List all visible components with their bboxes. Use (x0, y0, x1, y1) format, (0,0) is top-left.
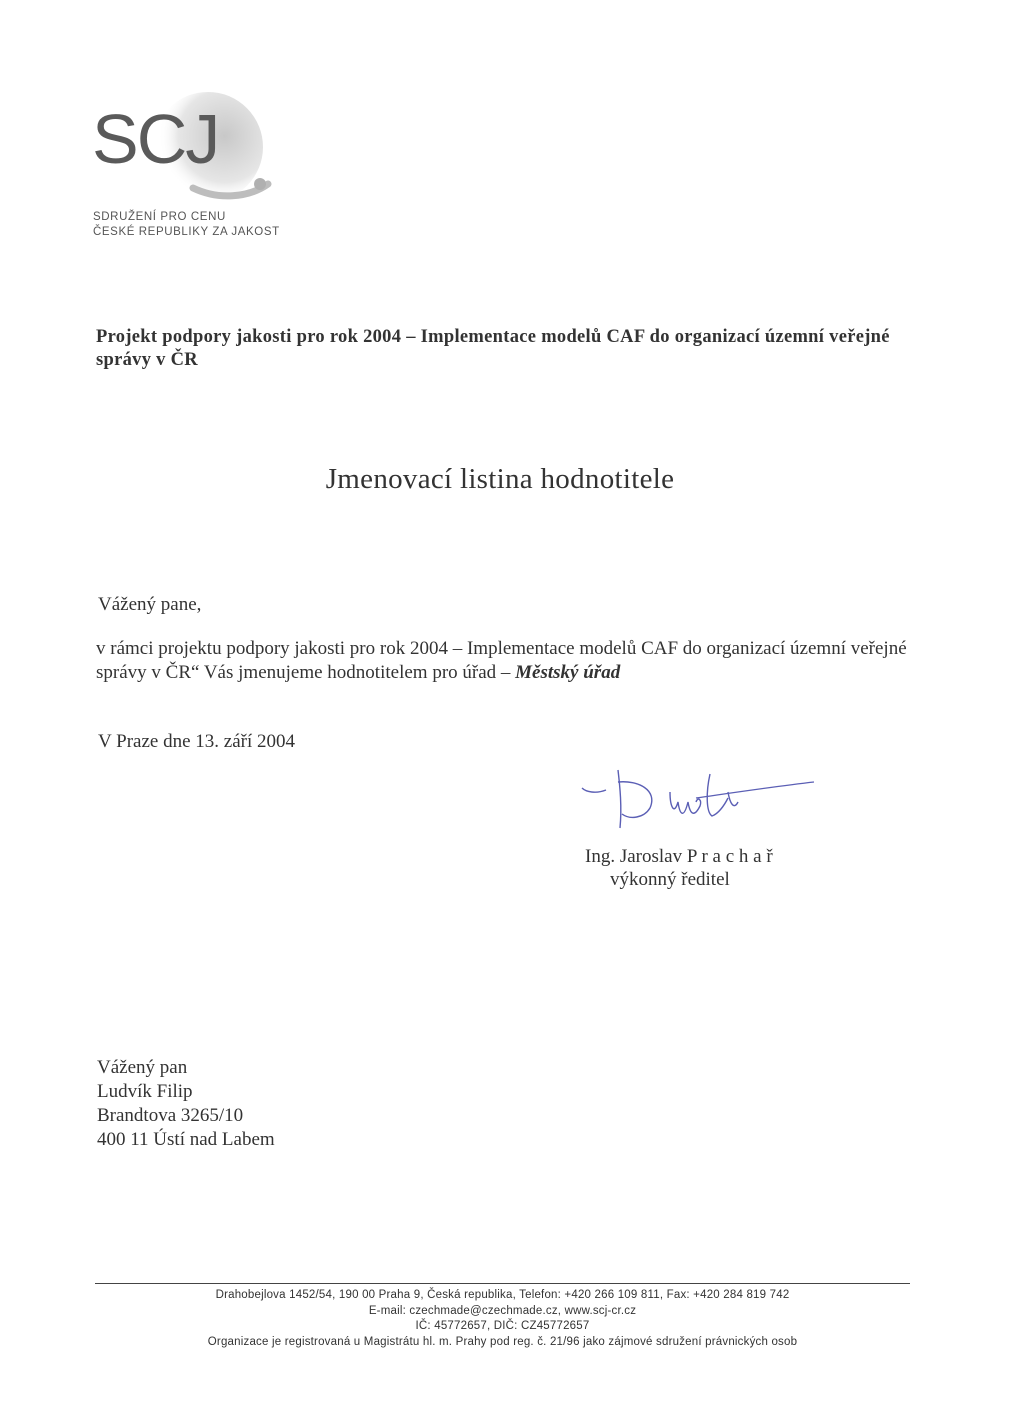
recipient-name: Ludvík Filip (97, 1081, 193, 1102)
recipient-address (97, 1056, 275, 1152)
organization-logo (88, 92, 288, 242)
logo-subtitle-line1: SDRUŽENÍ PRO CENU (93, 211, 226, 223)
signer-name: Ing. Jaroslav P r a c h a ř (585, 846, 773, 867)
place-date: V Praze dne 13. září 2004 (98, 731, 295, 752)
recipient-street: Brandtova 3265/10 (97, 1105, 244, 1126)
footer-email: E-mail: czechmade@czechmade.cz, www.scj-cr.cz (368, 1304, 637, 1317)
body-text: v rámci projektu podpory jakosti pro rok 2004 – Implementace modelů CAF do organizací územní veřejné správy v ČR“ Vás jmenujeme hodnotitelem pro úřad – (96, 638, 907, 683)
recipient-greeting: Vážený pan (97, 1057, 188, 1078)
footer-divider (95, 1283, 910, 1284)
footer-registration: Organizace je registrovaná u Magistrátu hl. m. Prahy pod reg. č. 21/96 jako zájmové sdružení právnických osob (207, 1335, 798, 1348)
footer (95, 1288, 910, 1350)
footer-ids: IČ: 45772657, DIČ: CZ45772657 (415, 1320, 590, 1332)
body-paragraph (96, 637, 916, 685)
document-title: Jmenovací listina hodnotitele (325, 463, 675, 495)
recipient-city: 400 11 Ústí nad Labem (97, 1129, 275, 1150)
handwritten-signature (578, 762, 818, 832)
project-title: Projekt podpory jakosti pro rok 2004 – Implementace modelů CAF do organizací územní veřejné správy v ČR (96, 327, 890, 370)
office-name: Městský úřad (515, 662, 621, 683)
logo-text: SCJ (92, 100, 219, 178)
salutation: Vážený pane, (98, 594, 202, 615)
logo-subtitle-line2: ČESKÉ REPUBLIKY ZA JAKOST (93, 226, 280, 238)
footer-address: Drahobejlova 1452/54, 190 00 Praha 9, Česká republika, Telefon: +420 266 109 811, Fax: +420 284 819 742 (215, 1289, 790, 1301)
signer-role: výkonný ředitel (610, 869, 730, 890)
